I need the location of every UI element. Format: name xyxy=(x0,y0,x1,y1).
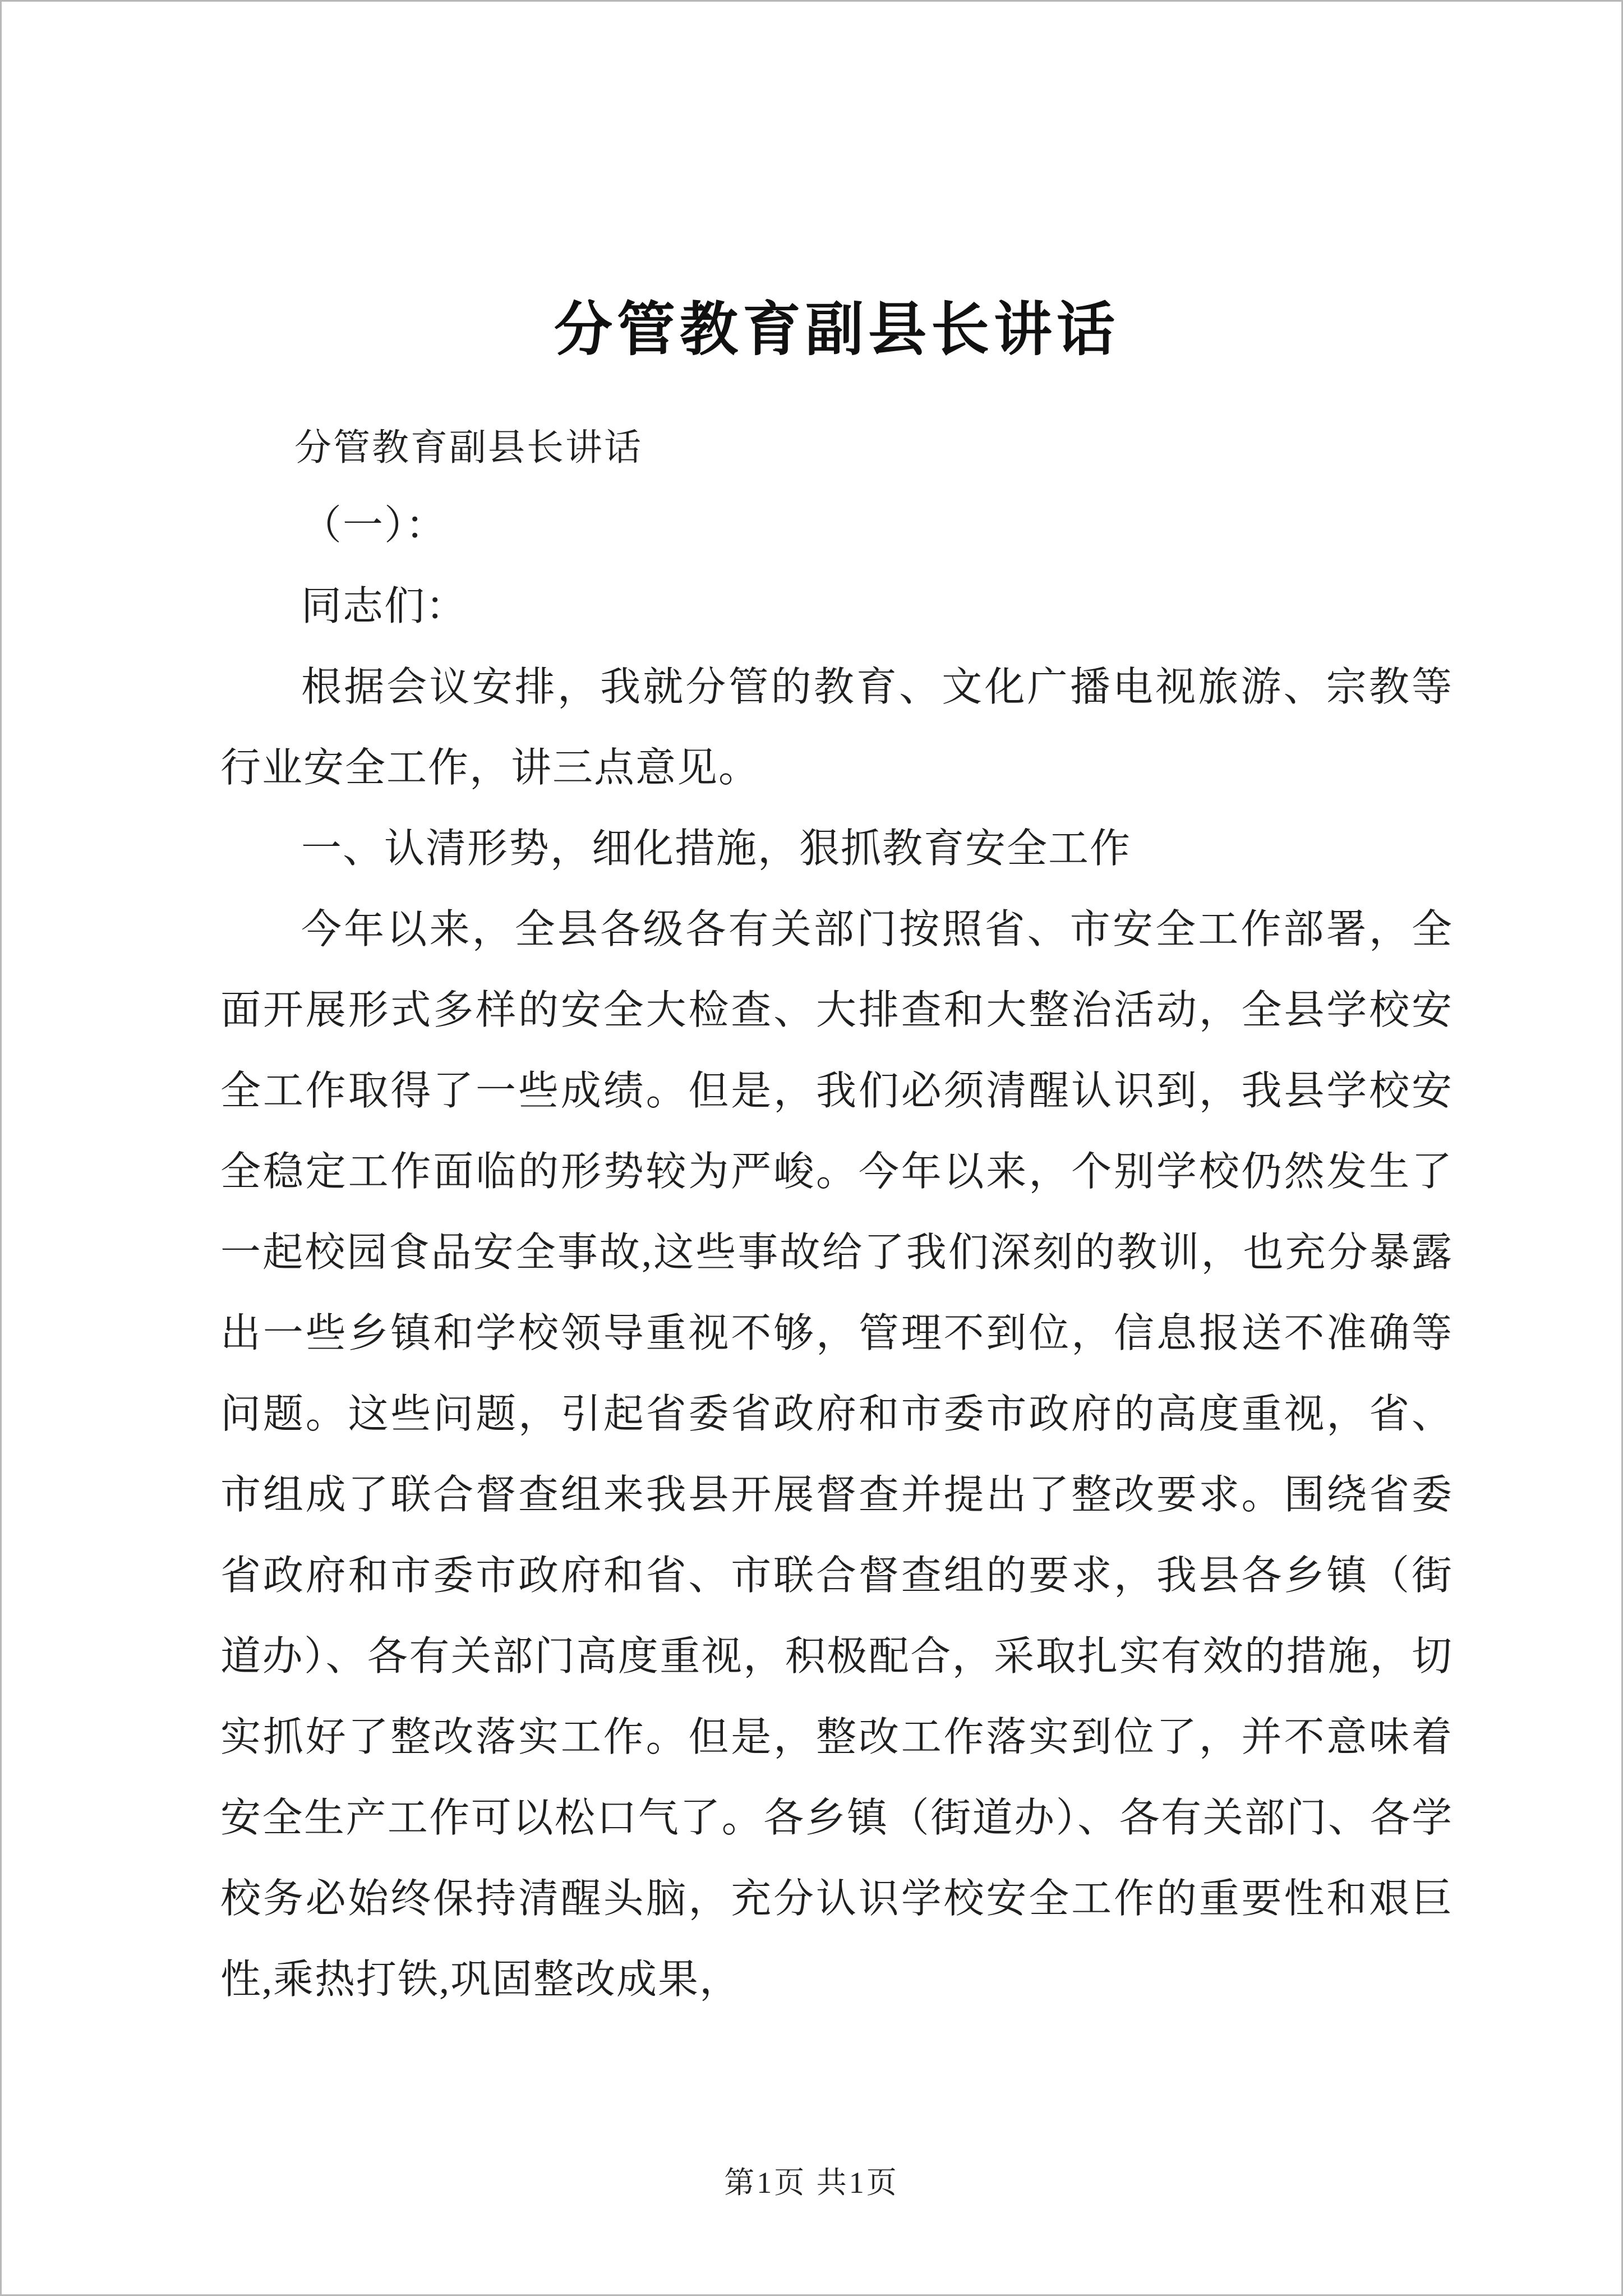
paragraph-section-mark: （一）： xyxy=(301,503,448,548)
paragraph-intro: 根据会议安排，我就分管的教育、文化广播电视旅游、宗教等行业安全工作，讲三点意见。 xyxy=(220,665,1453,790)
paragraph-subtitle: 分管教育副县长讲话 xyxy=(294,427,643,468)
page-number-footer: 第1页 共1页 xyxy=(724,2166,899,2200)
paragraph-section-heading: 一、认清形势，细化措施，狠抓教育安全工作 xyxy=(301,826,1132,871)
paragraph-salutation: 同志们： xyxy=(301,584,468,629)
paragraph-body: 今年以来，全县各级各有关部门按照省、市安全工作部署，全面开展形式多样的安全大检查、大排查和大整治活动，全县学校安全工作取得了一些成绩。但是，我们必须清醒认识到，我县学校安全稳定工作面临的形势较为严峻。今年以来，个别学校仍然发生了一起校园食品安全事故,这些事故给了我们深刻的教训，也充分暴露出一些乡镇和学校领导重视不够，管理不到位，信息报送不准确等问题。这些问题，引起省委省政府和市委市政府的高度重视，省、市组成了联合督查组来我县开展督查并提出了整改要求。围绕省委省政府和市委市政府和省、市联合督查组的要求，我县各乡镇（街道办）、各有关部门高度重视，积极配合，采取扎实有效的措施，切实抓好了整改落实工作。但是，整改工作落实到位了，并不意味着安全生产工作可以松口气了。各乡镇（街道办）、各有关部门、各学校务必始终保持清醒头脑，充分认识学校安全工作的重要性和艰巨性,乘热打铁,巩固整改成果， xyxy=(220,907,1453,2002)
document-title: 分管教育副县长讲话 xyxy=(554,298,1119,362)
